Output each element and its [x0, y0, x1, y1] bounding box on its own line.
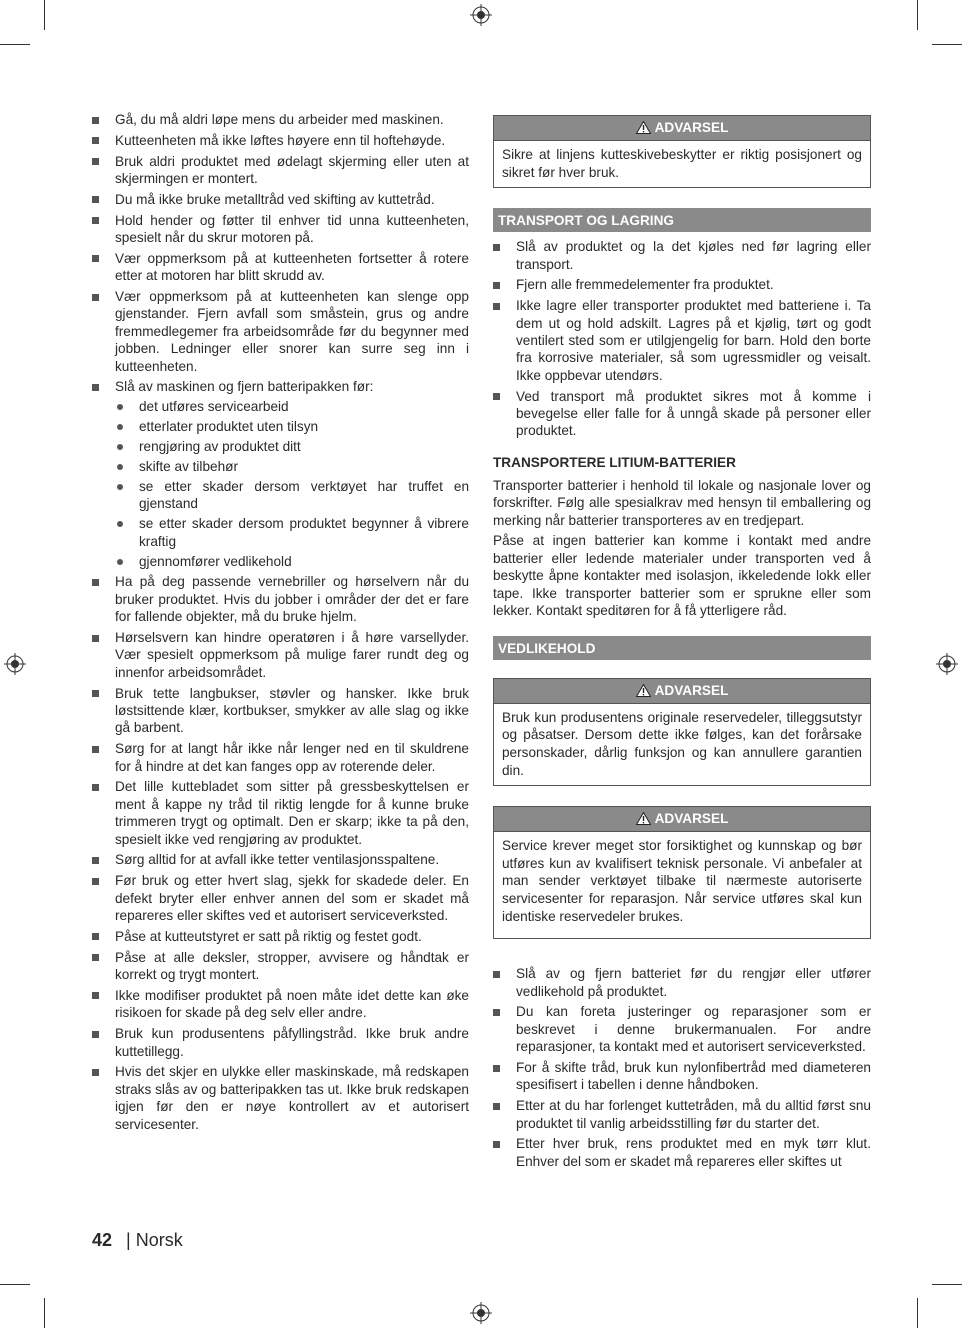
- transport-list: [493, 238, 871, 440]
- list-item: Slå av og fjern batteriet før du rengjør eller utfører vedlikehold på produktet.: [493, 965, 871, 1000]
- sub-list-item: skifte av tilbehør: [115, 458, 469, 475]
- list-item: Bruk aldri produktet med ødelagt skjerming eller uten at skjermingen er montert.: [92, 153, 469, 188]
- list-item: Gå, du må aldri løpe mens du arbeider med maskinen.: [92, 111, 469, 128]
- warning-text: Bruk kun produsentens originale reservedeler, tilleggsutstyr og påsatser. Dersom dette ikke følges, kan det forårsake personskader, dårlig funksjon og kan annullere garantien din.: [502, 709, 862, 778]
- registration-mark-icon: [936, 653, 958, 675]
- warning-label: ADVARSEL: [654, 811, 729, 827]
- list-item: Påse at alle deksler, stropper, avvisere og håndtak er korrekt og trygt montert.: [92, 949, 469, 984]
- crop-mark: [44, 1298, 45, 1328]
- maintenance-list: [493, 965, 871, 1170]
- list-item: Påse at kutteutstyret er satt på riktig og festet godt.: [92, 928, 469, 945]
- list-item: Kutteenheten må ikke løftes høyere enn til hoftehøyde.: [92, 132, 469, 149]
- list-item: Ikke modifiser produktet på noen måte idet dette kan øke risikoen for skade på deg selv eller andre.: [92, 987, 469, 1022]
- page-number: 42: [92, 1230, 113, 1250]
- sub-list-item: rengjøring av produktet ditt: [115, 438, 469, 455]
- list-item: Etter hver bruk, rens produktet med en myk tørr klut. Enhver del som er skadet må repareres eller skiftes ut: [493, 1135, 871, 1170]
- sub-list-item: etterlater produktet uten tilsyn: [115, 418, 469, 435]
- crop-mark: [917, 1298, 918, 1328]
- warning-label: ADVARSEL: [654, 682, 729, 698]
- list-item: Slå av produktet og la det kjøles ned før lagring eller transport.: [493, 238, 871, 273]
- list-item: Ikke lagre eller transporter produktet med batteriene i. Ta dem ut og hold adskilt. Lagres på et kjølig, tørt og godt ventilert sted som er utilgjengelig for barn. Hold den borte fra korrosive materialer, så som ugressmidler og veisalt. Ikke oppbevar utendørs.: [493, 297, 871, 384]
- warning-box: [493, 806, 871, 939]
- crop-mark: [932, 44, 962, 45]
- sub-list-item: det utføres servicearbeid: [115, 398, 469, 415]
- registration-mark-icon: [470, 4, 492, 26]
- warning-header: [494, 116, 870, 141]
- warning-header: [494, 679, 870, 704]
- sub-list-item: gjennomfører vedlikehold: [115, 553, 469, 570]
- warning-triangle-icon: [636, 121, 651, 134]
- list-item: Før bruk og etter hvert slag, sjekk for skadede deler. En defekt bryter eller enhver annen del som er skadet må repareres eller skiftes ved et autorisert serviceverksted.: [92, 872, 469, 924]
- list-item: Hold hender og føtter til enhver tid unna kutteenheten, spesielt når du skrur motoren på.: [92, 212, 469, 247]
- warning-triangle-icon: [636, 684, 651, 697]
- sub-list-item: se etter skader dersom verktøyet har truffet en gjenstand: [115, 478, 469, 513]
- list-item: Etter at du har forlenget kuttetråden, må du alltid først snu produktet til vanlig arbeidsstilling før du starter det.: [493, 1097, 871, 1132]
- language-label: | Norsk: [126, 1230, 183, 1250]
- registration-mark-icon: [4, 653, 26, 675]
- crop-mark: [0, 44, 30, 45]
- registration-mark-icon: [470, 1302, 492, 1324]
- list-item: Sørg for at langt hår ikke når lenger ned en til skuldrene for å hindre at det kan fanges opp av roterende deler.: [92, 740, 469, 775]
- section-heading: TRANSPORT OG LAGRING: [493, 208, 871, 232]
- subsection-heading: TRANSPORTERE LITIUM-BATTERIER: [493, 454, 736, 470]
- crop-mark: [932, 1284, 962, 1285]
- list-item: Det lille kuttebladet som sitter på gressbeskyttelsen er ment å kappe ny tråd til riktig lengde for å kunne bruke trimmeren trygt og optimalt. Den er skarp; ikke ta på den, spesielt ikke ved rengjøring av produktet.: [92, 778, 469, 848]
- list-item: Du må ikke bruke metalltråd ved skifting av kuttetråd.: [92, 191, 469, 208]
- crop-mark: [917, 0, 918, 30]
- sub-list: [115, 398, 469, 570]
- warning-header: [494, 807, 870, 832]
- list-item: Hvis det skjer en ulykke eller maskinskade, må redskapen straks slås av og batteripakken tas ut. Ikke bruk redskapen igjen før den er nøye kontrollert av et autorisert servicesenter.: [92, 1063, 469, 1133]
- list-item: Bruk tette langbukser, støvler og hansker. Ikke bruk løstsittende klær, kortbukser, smykker av alle slag og ikke gå barbent.: [92, 685, 469, 737]
- list-item: For å skifte tråd, bruk kun nylonfibertråd med diameteren spesifisert i tabellen i denne håndboken.: [493, 1059, 871, 1094]
- warning-box: [493, 115, 871, 188]
- page-footer: [92, 1230, 183, 1251]
- list-item: Vær oppmerksom på at kutteenheten kan slenge opp gjenstander. Fjern avfall som småstein, grus og andre fremmedlegemer fra arbeidsområde før du begynner med jobben. Ledninger eller snorer kan surre seg inn i kutteenheten.: [92, 288, 469, 375]
- right-column: [493, 115, 871, 1174]
- crop-mark: [44, 0, 45, 30]
- sub-list-item: se etter skader dersom produktet begynner å vibrere kraftig: [115, 515, 469, 550]
- warning-box: [493, 678, 871, 786]
- list-item: Fjern alle fremmedelementer fra produktet.: [493, 276, 871, 293]
- section-heading: VEDLIKEHOLD: [493, 636, 871, 660]
- paragraph: Transporter batterier i henhold til lokale og nasjonale lover og forskrifter. Følg alle spesialkrav med hensyn til emballering og merking når batterier transporteres av en tredjepart.: [493, 477, 871, 528]
- list-item: [92, 378, 469, 570]
- list-item: Sørg alltid for at avfall ikke tetter ventilasjonsspaltene.: [92, 851, 469, 868]
- left-column: [92, 111, 469, 1136]
- list-item: Ved transport må produktet sikres mot å komme i bevegelse eller falle for å unngå skade på personer eller produktet.: [493, 388, 871, 440]
- list-item: Hørselsvern kan hindre operatøren i å høre varsellyder. Vær spesielt oppmerksom på mulige farer rundt deg og innenfor arbeidsområdet.: [92, 629, 469, 681]
- list-item: Du kan foreta justeringer og reparasjoner som er beskrevet i denne brukermanualen. For andre reparasjoner, ta kontakt med et autorisert serviceverksted.: [493, 1003, 871, 1055]
- warning-text: Sikre at linjens kutteskivebeskytter er riktig posisjonert og sikret før hver bruk.: [502, 147, 862, 180]
- list-item: Ha på deg passende vernebriller og hørselvern når du bruker produktet. Hvis du jobber i områder der det er fare for fallende objekter, må du bruke hjelm.: [92, 573, 469, 625]
- list-item: Bruk kun produsentens påfyllingstråd. Ikke bruk andre kuttetillegg.: [92, 1025, 469, 1060]
- list-item: Vær oppmerksom på at kutteenheten fortsetter å rotere etter at motoren har blitt skrudd av.: [92, 250, 469, 285]
- warning-triangle-icon: [636, 812, 651, 825]
- list-item-text: Slå av maskinen og fjern batteripakken før:: [115, 379, 374, 395]
- crop-mark: [0, 1284, 30, 1285]
- paragraph: Påse at ingen batterier kan komme i kontakt med andre batterier eller ledende materialer under transporten ved å beskytte åpne kontakter med isolasjon, ikkeledende lokk eller tape. Ikke transporter batterier som er sprukne eller som lekker. Kontakt speditøren for å få ytterligere råd.: [493, 533, 871, 619]
- warning-label: ADVARSEL: [654, 120, 729, 135]
- safety-list: [92, 111, 469, 1133]
- warning-text: Service krever meget stor forsiktighet og kunnskap og bør utføres kun av kvalifisert teknisk personale. Vi anbefaler at man sender verktøyet tilbake til nærmeste autoriserte servicesenter for reparasjon. Når service utføres skal kun identiske reservedeler brukes.: [502, 838, 862, 924]
